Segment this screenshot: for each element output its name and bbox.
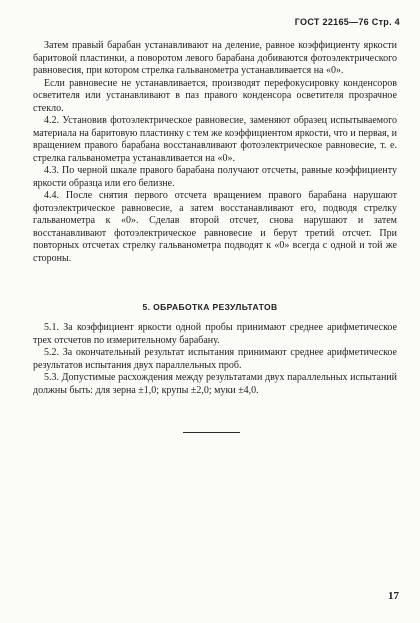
paragraph: 4.2. Установив фотоэлектрическое равновесие, заменяют образец испытываемого материала на баритовую пластинку с тем же коэффициентом яркости, что и первая, и вращением правого барабана восстанавливают фотоэлектрическое равновесие, т. е. стрелка гальванометра устанавливается на «0». xyxy=(33,115,397,164)
section-heading: 5. ОБРАБОТКА РЕЗУЛЬТАТОВ xyxy=(142,302,278,312)
paragraph: 4.4. После снятия первого отсчета вращением правого барабана нарушают фотоэлектрическое равновесие, а затем восстанавливают его, подводя стрелку гальванометра к «0». Сделав второй отсчет, снова нарушают и затем восстанавливают фотоэлектрическое равновесие и берут третий отсчет. При повторных отсчетах стрелку гальванометра подводят к «0» всегда с одной и той же стороны. xyxy=(33,190,397,264)
paragraph: 5.3. Допустимые расхождения между результатами двух параллельных испытаний должны быть: для зерна ±1,0; крупы ±2,0; муки ±4,0. xyxy=(33,372,397,396)
paragraph: Если равновесие не устанавливается, производят перефокусировку конденсоров осветителя или устанавливают в паз правого конденсора осветителя прозрачное стекло. xyxy=(33,77,397,114)
results-text xyxy=(33,322,397,397)
page-header xyxy=(295,17,400,27)
page-label: Стр. 4 xyxy=(371,17,400,27)
paragraph: 5.2. За окончательный результат испытания принимают среднее арифметическое результатов испытания двух параллельных проб. xyxy=(33,347,397,371)
paragraph: Затем правый барабан устанавливают на деление, равное коэффициенту яркости баритовой пластинки, а поворотом левого барабана добиваются фотоэлектрического равновесия, при котором стрелка гальванометра устанавливается на «0». xyxy=(33,40,397,76)
standard-number: ГОСТ 22165—76 xyxy=(294,17,369,27)
paragraph: 5.1. За коэффициент яркости одной пробы принимают среднее арифметическое трех отсчетов по измерительному барабану. xyxy=(33,322,397,346)
paragraph: 4.3. По черной шкале правого барабана получают отсчеты, равные коэффициенту яркости образца или его белизне. xyxy=(33,165,397,189)
page-number: 17 xyxy=(388,590,399,602)
method-text xyxy=(33,40,397,265)
closing-rule xyxy=(183,432,240,433)
